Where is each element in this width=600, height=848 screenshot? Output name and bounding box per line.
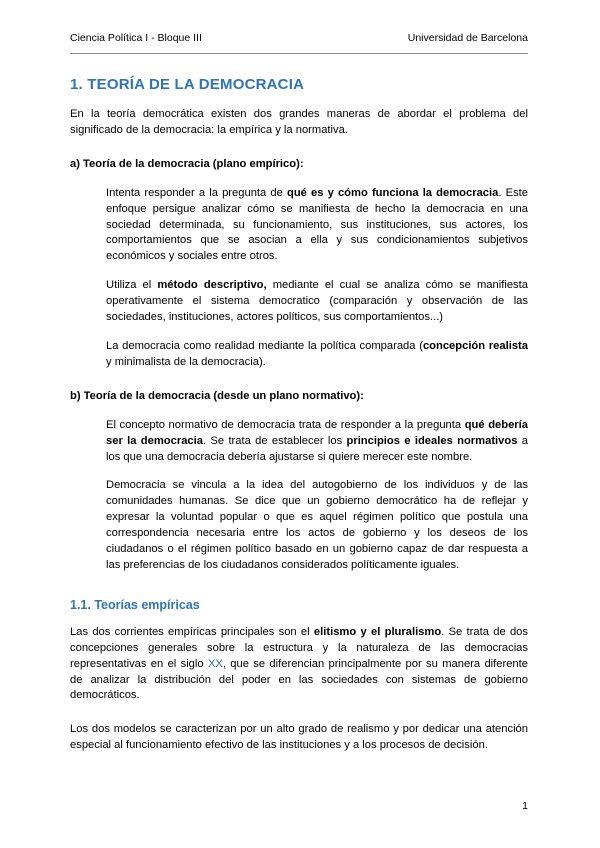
header-university-name: Universidad de Barcelona xyxy=(407,32,528,44)
text-run-bold: qué debería ser la democracia xyxy=(106,418,528,447)
text-run: y minimalista de la democracia). xyxy=(106,355,266,368)
text-run-bold: qué es y cómo funciona la democracia xyxy=(286,186,499,199)
text-run: La democracia como realidad mediante la política comparada ( xyxy=(106,339,423,352)
text-run: . Se trata de dos concepciones generales sobre la estructura y la naturaleza de las democracias representativas en el siglo xyxy=(70,625,528,670)
section-title: 1. TEORÍA DE LA DEMOCRACIA xyxy=(70,76,305,93)
subsection-heading: 1.1. Teorías empíricas xyxy=(70,597,200,612)
text-run: El concepto normativo de democracia trata de responder a la pregunta xyxy=(106,418,465,431)
text-run-bold: elitismo y el pluralismo xyxy=(313,625,442,638)
text-run: mediante el cual se analiza cómo se manifiesta operativamente el sistema democratico (comparación y observación de las sociedades, instituciones, actores políticos, sus comportamientos...) xyxy=(106,279,528,324)
text-run: a los que una democracia debería ajustarse si quiere merecer este nombre. xyxy=(106,434,528,463)
section-b-heading: b) Teoría de la democracia (desde un plano normativo): xyxy=(70,389,364,402)
intro-paragraph: En la teoría democrática existen dos grandes maneras de abordar el problema del significado de la democracia: la empírica y la normativa. xyxy=(70,108,528,136)
section-a-paragraph-1 xyxy=(106,186,528,266)
text-run-bold: concepción realista xyxy=(422,339,528,352)
text-run-bold: método descriptivo, xyxy=(157,279,267,292)
page-header xyxy=(70,32,528,54)
link-siglo-xx[interactable]: XX xyxy=(207,657,223,670)
section-a-paragraph-3 xyxy=(106,339,528,371)
subsection-paragraph-2: Los dos modelos se caracterizan por un alto grado de realismo y por dedicar una atención especial al funcionamiento efectivo de las instituciones y a los procesos de decisión. xyxy=(70,723,528,752)
section-b-paragraph-1 xyxy=(106,418,528,466)
text-run: Intenta responder a la pregunta de xyxy=(106,186,287,199)
text-run: . Este enfoque persigue analizar cómo se manifiesta de hecho la democracia en una sociedad determinada, su funcionamiento, sus instituciones, sus actores, los comportamientos que se asocian a ella y sus condicionamientos subjetivos económicos y sociales entre otros. xyxy=(106,186,528,263)
text-run: Las dos corrientes empíricas principales son el xyxy=(70,625,314,638)
page-number: 1 xyxy=(522,800,528,812)
text-run: Utiliza el xyxy=(106,279,158,292)
header-course-title: Ciencia Política I - Bloque III xyxy=(70,32,202,44)
subsection-paragraph-1 xyxy=(70,625,528,705)
section-a-heading: a) Teoría de la democracia (plano empírico): xyxy=(70,157,304,170)
text-run-bold: principios e ideales normativos xyxy=(346,434,518,447)
section-b-paragraph-2: Democracia se vincula a la idea del autogobierno de los individuos y de las comunidades humanas. Se dice que un gobierno democrático ha de reflejar y expresar la voluntad popular o que es aquel régimen político que postula una correspondencia necesaria entre los actos de gobierno y los deseos de los ciudadanos o el régimen político basado en un gobierno capaz de dar respuesta a las preferencias de los ciudadanos considerados políticamente iguales. xyxy=(106,479,528,571)
text-run: . Se trata de establecer los xyxy=(202,434,347,447)
section-a-paragraph-2 xyxy=(106,278,528,326)
text-run: , que se diferencian principalmente por su manera diferente de analizar la distribución del poder en las sociedades con sistemas de gobierno democráticos. xyxy=(70,657,528,702)
